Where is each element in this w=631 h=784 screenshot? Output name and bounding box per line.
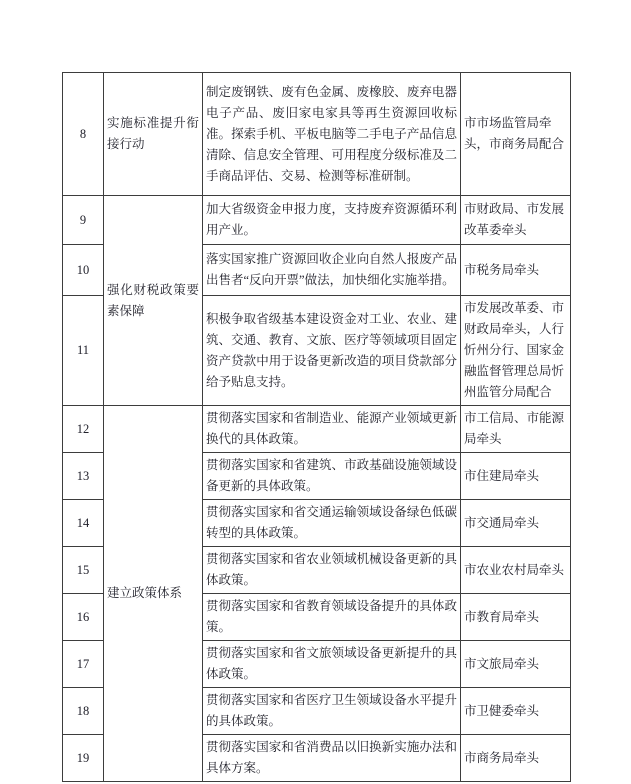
department-cell: 市文旅局牵头 <box>461 641 571 688</box>
department-cell: 市卫健委牵头 <box>461 688 571 735</box>
task-cell: 加大省级资金申报力度，支持废弃资源循环利用产业。 <box>203 196 461 245</box>
task-cell: 制定废钢铁、废有色金属、废橡胶、废弃电器电子产品、废旧家电家具等再生资源回收标准。探索手机、平板电脑等二手电子产品信息清除、信息安全管理、可用程度分级标准及二手商品评估、交易、检测等标准研制。 <box>203 73 461 196</box>
row-number-cell: 16 <box>63 594 104 641</box>
row-number-cell: 10 <box>63 245 104 296</box>
row-number-cell: 9 <box>63 196 104 245</box>
table-row <box>63 196 571 245</box>
department-cell: 市农业农村局牵头 <box>461 547 571 594</box>
row-number-cell: 18 <box>63 688 104 735</box>
row-number-cell: 15 <box>63 547 104 594</box>
department-cell: 市市场监管局牵头，市商务局配合 <box>461 73 571 196</box>
task-cell: 贯彻落实国家和省教育领域设备提升的具体政策。 <box>203 594 461 641</box>
table-row <box>63 73 571 196</box>
department-cell: 市住建局牵头 <box>461 453 571 500</box>
department-cell: 市发展改革委、市财政局牵头，人行忻州分行、国家金融监督管理总局忻州监管分局配合 <box>461 296 571 406</box>
department-cell: 市交通局牵头 <box>461 500 571 547</box>
policy-task-table <box>62 72 571 782</box>
department-cell: 市工信局、市能源局牵头 <box>461 406 571 453</box>
category-cell: 建立政策体系 <box>104 406 203 782</box>
task-cell: 贯彻落实国家和省消费品以旧换新实施办法和具体方案。 <box>203 735 461 782</box>
department-cell: 市税务局牵头 <box>461 245 571 296</box>
task-cell: 贯彻落实国家和省制造业、能源产业领域更新换代的具体政策。 <box>203 406 461 453</box>
task-cell: 积极争取省级基本建设资金对工业、农业、建筑、交通、教育、文旅、医疗等领域项目固定资产贷款中用于设备更新改造的项目贷款部分给予贴息支持。 <box>203 296 461 406</box>
row-number-cell: 19 <box>63 735 104 782</box>
table-row <box>63 406 571 453</box>
row-number-cell: 13 <box>63 453 104 500</box>
category-cell: 实施标准提升衔接行动 <box>104 73 203 196</box>
task-cell: 贯彻落实国家和省医疗卫生领域设备水平提升的具体政策。 <box>203 688 461 735</box>
department-cell: 市财政局、市发展改革委牵头 <box>461 196 571 245</box>
task-cell: 贯彻落实国家和省交通运输领域设备绿色低碳转型的具体政策。 <box>203 500 461 547</box>
row-number-cell: 8 <box>63 73 104 196</box>
task-cell: 落实国家推广资源回收企业向自然人报废产品出售者“反向开票”做法，加快细化实施举措。 <box>203 245 461 296</box>
row-number-cell: 11 <box>63 296 104 406</box>
department-cell: 市教育局牵头 <box>461 594 571 641</box>
row-number-cell: 14 <box>63 500 104 547</box>
category-cell: 强化财税政策要素保障 <box>104 196 203 406</box>
task-cell: 贯彻落实国家和省建筑、市政基础设施领域设备更新的具体政策。 <box>203 453 461 500</box>
task-cell: 贯彻落实国家和省农业领域机械设备更新的具体政策。 <box>203 547 461 594</box>
row-number-cell: 17 <box>63 641 104 688</box>
task-cell: 贯彻落实国家和省文旅领域设备更新提升的具体政策。 <box>203 641 461 688</box>
department-cell: 市商务局牵头 <box>461 735 571 782</box>
row-number-cell: 12 <box>63 406 104 453</box>
